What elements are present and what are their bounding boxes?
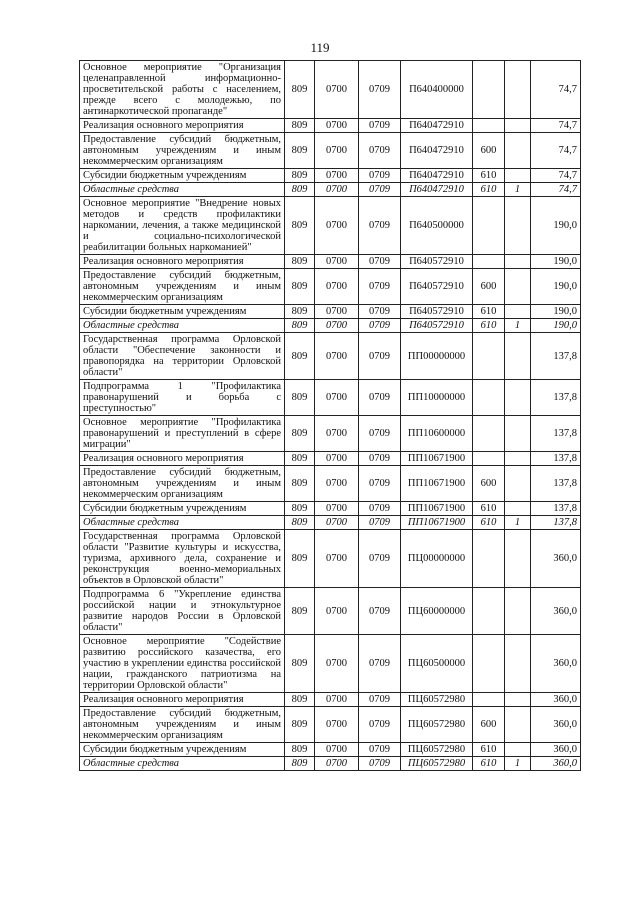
cell-expense-type: 610	[473, 743, 505, 757]
cell-subsection: 0709	[359, 693, 401, 707]
cell-name: Предоставление субсидий бюджетным, автономным учреждениям и иным некоммерческим организациям	[80, 133, 285, 169]
cell-name: Областные средства	[80, 183, 285, 197]
cell-name: Субсидии бюджетным учреждениям	[80, 743, 285, 757]
cell-target-article: ПЦ00000000	[401, 530, 473, 588]
table-row	[80, 757, 581, 771]
cell-target-article: ПЦ60500000	[401, 635, 473, 693]
cell-expense-type	[473, 452, 505, 466]
cell-name: Основное мероприятие "Содействие развитию российского казачества, его участию в укреплении единства российской нации, гражданского патриотизма на территории Орловской области"	[80, 635, 285, 693]
table-row	[80, 635, 581, 693]
cell-target-article: ПП10000000	[401, 380, 473, 416]
cell-target-article: ПЦ60572980	[401, 757, 473, 771]
cell-source	[505, 693, 531, 707]
cell-expense-type: 610	[473, 169, 505, 183]
cell-name: Областные средства	[80, 516, 285, 530]
cell-subsection: 0709	[359, 319, 401, 333]
cell-grbs: 809	[285, 707, 315, 743]
cell-section: 0700	[315, 635, 359, 693]
cell-subsection: 0709	[359, 516, 401, 530]
cell-target-article: П640472910	[401, 119, 473, 133]
cell-grbs: 809	[285, 119, 315, 133]
cell-source	[505, 119, 531, 133]
cell-section: 0700	[315, 197, 359, 255]
cell-source	[505, 707, 531, 743]
table-row	[80, 743, 581, 757]
cell-target-article: ПЦ60000000	[401, 588, 473, 635]
cell-subsection: 0709	[359, 197, 401, 255]
cell-subsection: 0709	[359, 269, 401, 305]
cell-source	[505, 169, 531, 183]
cell-expense-type: 610	[473, 757, 505, 771]
cell-section: 0700	[315, 61, 359, 119]
cell-grbs: 809	[285, 416, 315, 452]
table-row	[80, 416, 581, 452]
cell-expense-type	[473, 588, 505, 635]
cell-section: 0700	[315, 119, 359, 133]
cell-amount: 74,7	[531, 183, 581, 197]
cell-amount: 190,0	[531, 197, 581, 255]
cell-section: 0700	[315, 183, 359, 197]
cell-grbs: 809	[285, 269, 315, 305]
cell-source	[505, 743, 531, 757]
cell-expense-type	[473, 333, 505, 380]
cell-section: 0700	[315, 319, 359, 333]
table-row	[80, 693, 581, 707]
cell-section: 0700	[315, 269, 359, 305]
cell-name: Основное мероприятие "Профилактика правонарушений и преступлений в сфере миграции"	[80, 416, 285, 452]
cell-expense-type: 600	[473, 466, 505, 502]
cell-subsection: 0709	[359, 635, 401, 693]
table-row	[80, 452, 581, 466]
cell-section: 0700	[315, 380, 359, 416]
cell-target-article: ПП10671900	[401, 452, 473, 466]
table-row	[80, 183, 581, 197]
cell-amount: 137,8	[531, 516, 581, 530]
cell-expense-type	[473, 693, 505, 707]
cell-amount: 360,0	[531, 743, 581, 757]
cell-expense-type	[473, 416, 505, 452]
cell-amount: 190,0	[531, 269, 581, 305]
cell-amount: 74,7	[531, 169, 581, 183]
cell-section: 0700	[315, 466, 359, 502]
cell-section: 0700	[315, 255, 359, 269]
cell-name: Государственная программа Орловской области "Развитие культуры и искусства, туризма, архивного дела, сохранение и реконструкция военно-мемориальных объектов в Орловской области"	[80, 530, 285, 588]
table-row	[80, 588, 581, 635]
cell-expense-type	[473, 197, 505, 255]
cell-source	[505, 305, 531, 319]
table-row	[80, 333, 581, 380]
cell-grbs: 809	[285, 169, 315, 183]
cell-expense-type	[473, 635, 505, 693]
cell-source	[505, 635, 531, 693]
table-row	[80, 380, 581, 416]
cell-name: Предоставление субсидий бюджетным, автономным учреждениям и иным некоммерческим организациям	[80, 269, 285, 305]
cell-expense-type	[473, 61, 505, 119]
cell-amount: 190,0	[531, 255, 581, 269]
cell-source	[505, 416, 531, 452]
cell-grbs: 809	[285, 333, 315, 380]
table-row	[80, 502, 581, 516]
cell-amount: 190,0	[531, 319, 581, 333]
cell-name: Государственная программа Орловской области "Обеспечение законности и правопорядка на территории Орловской области"	[80, 333, 285, 380]
cell-subsection: 0709	[359, 183, 401, 197]
cell-name: Субсидии бюджетным учреждениям	[80, 169, 285, 183]
cell-name: Областные средства	[80, 757, 285, 771]
cell-subsection: 0709	[359, 333, 401, 380]
cell-expense-type: 610	[473, 319, 505, 333]
cell-source	[505, 333, 531, 380]
cell-target-article: П640572910	[401, 319, 473, 333]
table-body	[80, 61, 581, 771]
cell-grbs: 809	[285, 319, 315, 333]
cell-target-article: ПЦ60572980	[401, 707, 473, 743]
page-number: 119	[310, 40, 330, 55]
cell-subsection: 0709	[359, 588, 401, 635]
cell-expense-type: 600	[473, 133, 505, 169]
cell-name: Реализация основного мероприятия	[80, 255, 285, 269]
cell-grbs: 809	[285, 757, 315, 771]
cell-subsection: 0709	[359, 61, 401, 119]
cell-amount: 360,0	[531, 707, 581, 743]
cell-grbs: 809	[285, 743, 315, 757]
cell-source	[505, 530, 531, 588]
cell-subsection: 0709	[359, 707, 401, 743]
cell-target-article: П640572910	[401, 255, 473, 269]
cell-section: 0700	[315, 757, 359, 771]
table-row	[80, 255, 581, 269]
cell-source	[505, 61, 531, 119]
table-row	[80, 319, 581, 333]
cell-target-article: П640472910	[401, 169, 473, 183]
cell-expense-type	[473, 255, 505, 269]
cell-amount: 360,0	[531, 635, 581, 693]
cell-amount: 137,8	[531, 452, 581, 466]
cell-section: 0700	[315, 305, 359, 319]
cell-grbs: 809	[285, 693, 315, 707]
cell-expense-type: 610	[473, 502, 505, 516]
cell-subsection: 0709	[359, 416, 401, 452]
table-row	[80, 61, 581, 119]
cell-amount: 360,0	[531, 693, 581, 707]
cell-section: 0700	[315, 452, 359, 466]
table-row	[80, 516, 581, 530]
cell-grbs: 809	[285, 197, 315, 255]
cell-amount: 137,8	[531, 416, 581, 452]
cell-section: 0700	[315, 502, 359, 516]
cell-source	[505, 133, 531, 169]
cell-section: 0700	[315, 693, 359, 707]
cell-amount: 74,7	[531, 61, 581, 119]
cell-source	[505, 269, 531, 305]
cell-section: 0700	[315, 530, 359, 588]
cell-target-article: ПП10671900	[401, 516, 473, 530]
cell-source: 1	[505, 183, 531, 197]
cell-grbs: 809	[285, 635, 315, 693]
cell-amount: 360,0	[531, 530, 581, 588]
cell-target-article: ПЦ60572980	[401, 693, 473, 707]
cell-target-article: П640572910	[401, 305, 473, 319]
cell-expense-type: 610	[473, 516, 505, 530]
cell-amount: 360,0	[531, 588, 581, 635]
cell-name: Субсидии бюджетным учреждениям	[80, 305, 285, 319]
cell-source: 1	[505, 516, 531, 530]
cell-name: Областные средства	[80, 319, 285, 333]
cell-expense-type	[473, 119, 505, 133]
cell-source	[505, 452, 531, 466]
cell-grbs: 809	[285, 452, 315, 466]
cell-section: 0700	[315, 516, 359, 530]
cell-grbs: 809	[285, 133, 315, 169]
cell-amount: 360,0	[531, 757, 581, 771]
cell-target-article: П640572910	[401, 269, 473, 305]
cell-grbs: 809	[285, 466, 315, 502]
cell-subsection: 0709	[359, 169, 401, 183]
cell-amount: 137,8	[531, 466, 581, 502]
cell-grbs: 809	[285, 255, 315, 269]
cell-source	[505, 466, 531, 502]
cell-expense-type: 610	[473, 305, 505, 319]
cell-target-article: П640472910	[401, 133, 473, 169]
cell-section: 0700	[315, 743, 359, 757]
cell-source: 1	[505, 757, 531, 771]
cell-subsection: 0709	[359, 305, 401, 319]
cell-subsection: 0709	[359, 119, 401, 133]
cell-amount: 74,7	[531, 133, 581, 169]
cell-section: 0700	[315, 133, 359, 169]
cell-subsection: 0709	[359, 743, 401, 757]
cell-name: Субсидии бюджетным учреждениям	[80, 502, 285, 516]
cell-target-article: П640400000	[401, 61, 473, 119]
cell-name: Основное мероприятие "Организация целенаправленной информационно-просветительской работы с населением, прежде всего с молодежью, по антинаркотической пропаганде"	[80, 61, 285, 119]
cell-amount: 137,8	[531, 333, 581, 380]
cell-grbs: 809	[285, 305, 315, 319]
cell-amount: 74,7	[531, 119, 581, 133]
cell-grbs: 809	[285, 183, 315, 197]
cell-section: 0700	[315, 588, 359, 635]
cell-subsection: 0709	[359, 255, 401, 269]
cell-expense-type: 600	[473, 707, 505, 743]
cell-section: 0700	[315, 416, 359, 452]
cell-grbs: 809	[285, 516, 315, 530]
cell-target-article: П640472910	[401, 183, 473, 197]
cell-target-article: ПП00000000	[401, 333, 473, 380]
cell-source	[505, 255, 531, 269]
cell-amount: 137,8	[531, 380, 581, 416]
cell-name: Подпрограмма 1 "Профилактика правонарушений и борьба с преступностью"	[80, 380, 285, 416]
cell-grbs: 809	[285, 588, 315, 635]
cell-source	[505, 588, 531, 635]
cell-section: 0700	[315, 333, 359, 380]
cell-name: Основное мероприятие "Внедрение новых методов и средств профилактики наркомании, лечения, а также медицинской и социально-психологической реабилитации больных наркоманией"	[80, 197, 285, 255]
cell-name: Предоставление субсидий бюджетным, автономным учреждениям и иным некоммерческим организациям	[80, 707, 285, 743]
cell-expense-type: 600	[473, 269, 505, 305]
cell-source: 1	[505, 319, 531, 333]
cell-section: 0700	[315, 169, 359, 183]
cell-name: Реализация основного мероприятия	[80, 119, 285, 133]
table-row	[80, 707, 581, 743]
budget-table	[79, 60, 581, 771]
table-row	[80, 269, 581, 305]
cell-amount: 190,0	[531, 305, 581, 319]
cell-grbs: 809	[285, 502, 315, 516]
cell-grbs: 809	[285, 530, 315, 588]
cell-source	[505, 380, 531, 416]
cell-source	[505, 197, 531, 255]
table-row	[80, 119, 581, 133]
table-row	[80, 530, 581, 588]
table-row	[80, 133, 581, 169]
cell-name: Реализация основного мероприятия	[80, 452, 285, 466]
cell-subsection: 0709	[359, 466, 401, 502]
cell-name: Предоставление субсидий бюджетным, автономным учреждениям и иным некоммерческим организациям	[80, 466, 285, 502]
cell-name: Реализация основного мероприятия	[80, 693, 285, 707]
cell-expense-type	[473, 380, 505, 416]
table-row	[80, 169, 581, 183]
cell-target-article: ПП10600000	[401, 416, 473, 452]
cell-subsection: 0709	[359, 380, 401, 416]
cell-amount: 137,8	[531, 502, 581, 516]
table-row	[80, 466, 581, 502]
cell-source	[505, 502, 531, 516]
cell-expense-type: 610	[473, 183, 505, 197]
cell-expense-type	[473, 530, 505, 588]
cell-grbs: 809	[285, 380, 315, 416]
cell-grbs: 809	[285, 61, 315, 119]
cell-target-article: ПЦ60572980	[401, 743, 473, 757]
cell-target-article: П640500000	[401, 197, 473, 255]
table-row	[80, 197, 581, 255]
cell-name: Подпрограмма 6 "Укрепление единства российской нации и этнокультурное развитие народов России в Орловской области"	[80, 588, 285, 635]
cell-subsection: 0709	[359, 133, 401, 169]
cell-subsection: 0709	[359, 502, 401, 516]
cell-subsection: 0709	[359, 452, 401, 466]
cell-subsection: 0709	[359, 757, 401, 771]
cell-section: 0700	[315, 707, 359, 743]
cell-target-article: ПП10671900	[401, 466, 473, 502]
cell-target-article: ПП10671900	[401, 502, 473, 516]
cell-subsection: 0709	[359, 530, 401, 588]
table-row	[80, 305, 581, 319]
